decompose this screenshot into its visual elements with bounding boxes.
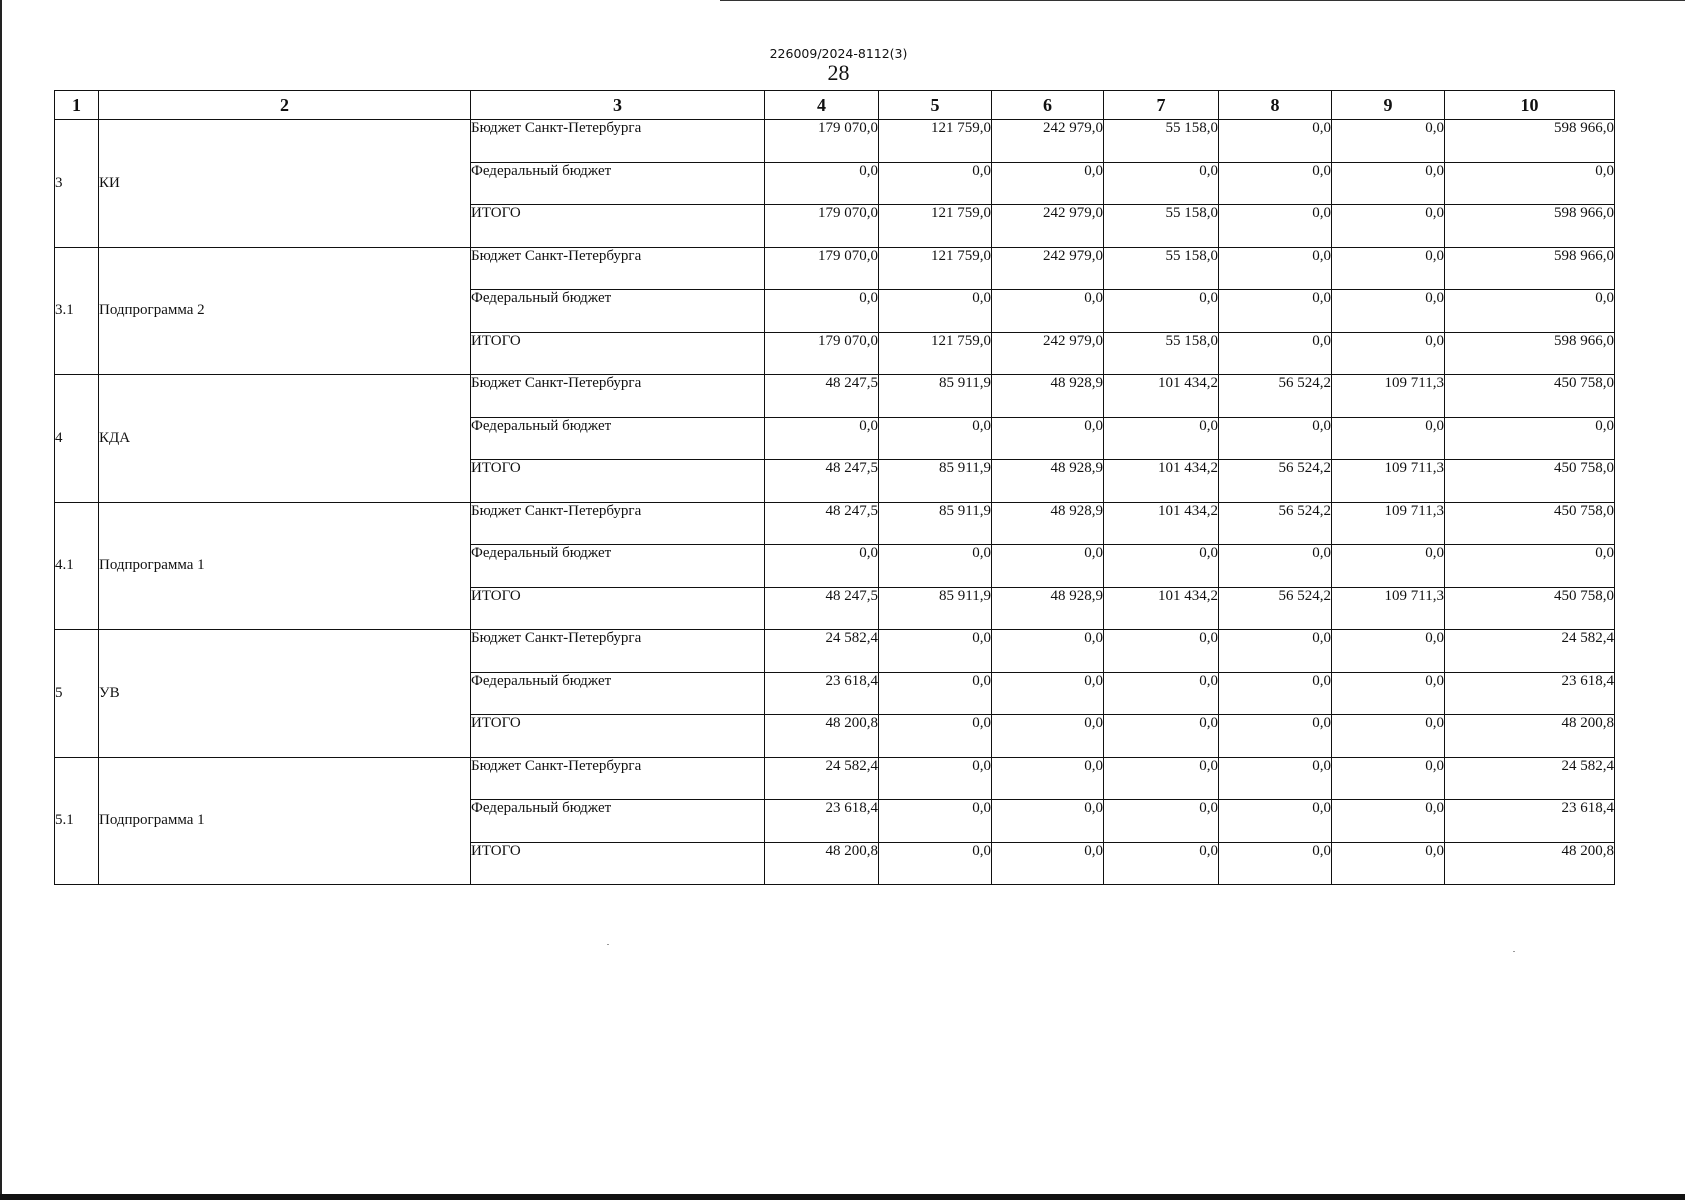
value-cell: 0,0 — [1104, 290, 1219, 333]
value-cell: 56 524,2 — [1219, 587, 1332, 630]
value-cell: 179 070,0 — [765, 205, 879, 248]
value-cell: 0,0 — [1219, 842, 1332, 885]
value-cell: 179 070,0 — [765, 332, 879, 375]
column-header: 6 — [992, 91, 1104, 120]
value-cell: 48 928,9 — [992, 502, 1104, 545]
table-row — [55, 757, 1615, 800]
value-cell: 0,0 — [1332, 715, 1445, 758]
value-cell: 0,0 — [879, 715, 992, 758]
value-cell: 0,0 — [1219, 247, 1332, 290]
value-cell: 0,0 — [879, 672, 992, 715]
table-row — [55, 120, 1615, 163]
value-cell: 0,0 — [1332, 842, 1445, 885]
column-header: 10 — [1445, 91, 1615, 120]
value-cell: 598 966,0 — [1445, 247, 1615, 290]
value-cell: 0,0 — [879, 545, 992, 588]
value-cell: 0,0 — [992, 162, 1104, 205]
funding-source: Федеральный бюджет — [471, 545, 765, 588]
value-cell: 0,0 — [1332, 757, 1445, 800]
value-cell: 0,0 — [1219, 715, 1332, 758]
funding-source: Федеральный бюджет — [471, 162, 765, 205]
value-cell: 450 758,0 — [1445, 587, 1615, 630]
value-cell: 55 158,0 — [1104, 205, 1219, 248]
value-cell: 56 524,2 — [1219, 502, 1332, 545]
value-cell: 48 200,8 — [1445, 842, 1615, 885]
scan-speck — [1513, 951, 1515, 952]
scan-edge-bottom — [0, 1194, 1685, 1200]
value-cell: 0,0 — [1332, 205, 1445, 248]
value-cell: 48 247,5 — [765, 502, 879, 545]
table-header-row — [55, 91, 1615, 120]
funding-source: Бюджет Санкт-Петербурга — [471, 375, 765, 418]
value-cell: 0,0 — [992, 842, 1104, 885]
value-cell: 0,0 — [1104, 417, 1219, 460]
value-cell: 179 070,0 — [765, 247, 879, 290]
value-cell: 23 618,4 — [1445, 672, 1615, 715]
value-cell: 121 759,0 — [879, 120, 992, 163]
value-cell: 24 582,4 — [1445, 630, 1615, 673]
value-cell: 242 979,0 — [992, 120, 1104, 163]
value-cell: 0,0 — [992, 672, 1104, 715]
value-cell: 0,0 — [879, 417, 992, 460]
value-cell: 0,0 — [1219, 672, 1332, 715]
scan-edge-left — [0, 0, 2, 1200]
value-cell: 0,0 — [1219, 545, 1332, 588]
value-cell: 0,0 — [1104, 162, 1219, 205]
value-cell: 0,0 — [1445, 417, 1615, 460]
value-cell: 0,0 — [1332, 290, 1445, 333]
value-cell: 48 247,5 — [765, 587, 879, 630]
value-cell: 0,0 — [992, 545, 1104, 588]
value-cell: 85 911,9 — [879, 502, 992, 545]
value-cell: 0,0 — [1104, 545, 1219, 588]
table-body — [55, 120, 1615, 885]
column-header: 8 — [1219, 91, 1332, 120]
value-cell: 121 759,0 — [879, 205, 992, 248]
row-code: 4.1 — [55, 502, 99, 630]
value-cell: 121 759,0 — [879, 332, 992, 375]
value-cell: 0,0 — [1332, 672, 1445, 715]
value-cell: 0,0 — [1104, 800, 1219, 843]
value-cell: 109 711,3 — [1332, 502, 1445, 545]
value-cell: 56 524,2 — [1219, 375, 1332, 418]
value-cell: 0,0 — [765, 290, 879, 333]
funding-source: ИТОГО — [471, 587, 765, 630]
value-cell: 0,0 — [1445, 162, 1615, 205]
row-name: УВ — [99, 630, 471, 758]
value-cell: 55 158,0 — [1104, 120, 1219, 163]
value-cell: 109 711,3 — [1332, 587, 1445, 630]
value-cell: 85 911,9 — [879, 375, 992, 418]
funding-source: Бюджет Санкт-Петербурга — [471, 247, 765, 290]
value-cell: 242 979,0 — [992, 247, 1104, 290]
value-cell: 0,0 — [1219, 120, 1332, 163]
budget-table — [54, 90, 1615, 885]
value-cell: 101 434,2 — [1104, 587, 1219, 630]
value-cell: 0,0 — [1104, 757, 1219, 800]
value-cell: 0,0 — [1104, 715, 1219, 758]
row-name: КИ — [99, 120, 471, 248]
value-cell: 0,0 — [879, 162, 992, 205]
value-cell: 242 979,0 — [992, 332, 1104, 375]
scan-speck — [607, 944, 609, 945]
column-header: 1 — [55, 91, 99, 120]
value-cell: 0,0 — [992, 715, 1104, 758]
column-header: 9 — [1332, 91, 1445, 120]
scan-edge-top — [720, 0, 1685, 1]
row-code: 3 — [55, 120, 99, 248]
value-cell: 450 758,0 — [1445, 502, 1615, 545]
value-cell: 0,0 — [1332, 630, 1445, 673]
funding-source: Бюджет Санкт-Петербурга — [471, 120, 765, 163]
funding-source: Федеральный бюджет — [471, 290, 765, 333]
value-cell: 0,0 — [765, 417, 879, 460]
value-cell: 55 158,0 — [1104, 247, 1219, 290]
value-cell: 24 582,4 — [765, 757, 879, 800]
value-cell: 101 434,2 — [1104, 375, 1219, 418]
value-cell: 24 582,4 — [1445, 757, 1615, 800]
document-id: 226009/2024-8112(3) — [769, 46, 908, 61]
funding-source: Федеральный бюджет — [471, 417, 765, 460]
value-cell: 109 711,3 — [1332, 375, 1445, 418]
value-cell: 0,0 — [1219, 417, 1332, 460]
value-cell: 0,0 — [1332, 545, 1445, 588]
value-cell: 109 711,3 — [1332, 460, 1445, 503]
page-number: 28 — [827, 60, 850, 85]
value-cell: 0,0 — [1219, 205, 1332, 248]
column-header: 2 — [99, 91, 471, 120]
column-header: 3 — [471, 91, 765, 120]
value-cell: 0,0 — [1332, 800, 1445, 843]
value-cell: 48 928,9 — [992, 460, 1104, 503]
value-cell: 0,0 — [1219, 290, 1332, 333]
value-cell: 85 911,9 — [879, 460, 992, 503]
value-cell: 48 200,8 — [1445, 715, 1615, 758]
funding-source: ИТОГО — [471, 460, 765, 503]
value-cell: 48 928,9 — [992, 375, 1104, 418]
value-cell: 0,0 — [879, 757, 992, 800]
value-cell: 0,0 — [992, 417, 1104, 460]
table-row — [55, 247, 1615, 290]
value-cell: 0,0 — [879, 290, 992, 333]
value-cell: 0,0 — [1104, 672, 1219, 715]
value-cell: 450 758,0 — [1445, 375, 1615, 418]
value-cell: 101 434,2 — [1104, 502, 1219, 545]
value-cell: 48 200,8 — [765, 715, 879, 758]
value-cell: 85 911,9 — [879, 587, 992, 630]
value-cell: 0,0 — [992, 630, 1104, 673]
value-cell: 48 247,5 — [765, 375, 879, 418]
row-name: КДА — [99, 375, 471, 503]
value-cell: 450 758,0 — [1445, 460, 1615, 503]
value-cell: 598 966,0 — [1445, 120, 1615, 163]
value-cell: 48 247,5 — [765, 460, 879, 503]
value-cell: 0,0 — [1219, 162, 1332, 205]
value-cell: 23 618,4 — [765, 672, 879, 715]
value-cell: 24 582,4 — [765, 630, 879, 673]
funding-source: Бюджет Санкт-Петербурга — [471, 757, 765, 800]
value-cell: 0,0 — [1445, 545, 1615, 588]
column-header: 5 — [879, 91, 992, 120]
value-cell: 0,0 — [1104, 630, 1219, 673]
value-cell: 598 966,0 — [1445, 332, 1615, 375]
row-code: 4 — [55, 375, 99, 503]
value-cell: 56 524,2 — [1219, 460, 1332, 503]
value-cell: 0,0 — [992, 290, 1104, 333]
value-cell: 0,0 — [1332, 247, 1445, 290]
row-code: 5 — [55, 630, 99, 758]
value-cell: 0,0 — [879, 630, 992, 673]
value-cell: 0,0 — [879, 842, 992, 885]
value-cell: 0,0 — [879, 800, 992, 843]
value-cell: 23 618,4 — [765, 800, 879, 843]
funding-source: Бюджет Санкт-Петербурга — [471, 502, 765, 545]
value-cell: 0,0 — [992, 800, 1104, 843]
row-name: Подпрограмма 1 — [99, 502, 471, 630]
funding-source: ИТОГО — [471, 842, 765, 885]
value-cell: 48 928,9 — [992, 587, 1104, 630]
funding-source: Бюджет Санкт-Петербурга — [471, 630, 765, 673]
value-cell: 0,0 — [1219, 757, 1332, 800]
funding-source: ИТОГО — [471, 205, 765, 248]
funding-source: Федеральный бюджет — [471, 672, 765, 715]
funding-source: ИТОГО — [471, 715, 765, 758]
row-code: 3.1 — [55, 247, 99, 375]
value-cell: 0,0 — [765, 545, 879, 588]
table-row — [55, 502, 1615, 545]
funding-source: ИТОГО — [471, 332, 765, 375]
value-cell: 121 759,0 — [879, 247, 992, 290]
value-cell: 0,0 — [1332, 417, 1445, 460]
value-cell: 0,0 — [1104, 842, 1219, 885]
value-cell: 0,0 — [1219, 630, 1332, 673]
value-cell: 55 158,0 — [1104, 332, 1219, 375]
value-cell: 48 200,8 — [765, 842, 879, 885]
value-cell: 0,0 — [765, 162, 879, 205]
value-cell: 0,0 — [1219, 800, 1332, 843]
row-name: Подпрограмма 1 — [99, 757, 471, 885]
value-cell: 179 070,0 — [765, 120, 879, 163]
row-code: 5.1 — [55, 757, 99, 885]
value-cell: 0,0 — [992, 757, 1104, 800]
column-header: 4 — [765, 91, 879, 120]
column-header: 7 — [1104, 91, 1219, 120]
value-cell: 0,0 — [1445, 290, 1615, 333]
value-cell: 598 966,0 — [1445, 205, 1615, 248]
value-cell: 0,0 — [1332, 162, 1445, 205]
value-cell: 242 979,0 — [992, 205, 1104, 248]
table-row — [55, 630, 1615, 673]
value-cell: 0,0 — [1332, 120, 1445, 163]
value-cell: 101 434,2 — [1104, 460, 1219, 503]
table-row — [55, 375, 1615, 418]
row-name: Подпрограмма 2 — [99, 247, 471, 375]
value-cell: 0,0 — [1332, 332, 1445, 375]
funding-source: Федеральный бюджет — [471, 800, 765, 843]
value-cell: 23 618,4 — [1445, 800, 1615, 843]
value-cell: 0,0 — [1219, 332, 1332, 375]
